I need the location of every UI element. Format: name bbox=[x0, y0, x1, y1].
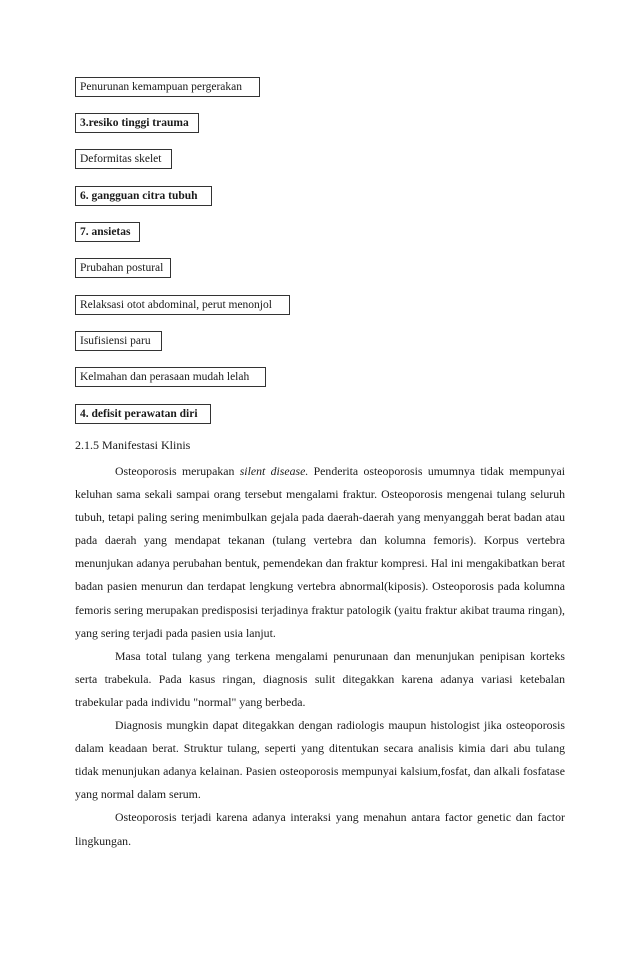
paragraph-2: Masa total tulang yang terkena mengalami penurunaan dan menunjukan penipisan korteks serta trabekula. Pada kasus ringan, diagnosis sulit ditegakkan karena adanya variasi ketebalan trabekular pada individu "normal" yang berbeda. bbox=[75, 648, 565, 709]
box-isufisiensi-paru: Isufisiensi paru bbox=[75, 331, 162, 351]
box-resiko-tinggi-trauma: 3.resiko tinggi trauma bbox=[75, 113, 199, 133]
paragraph-3: Diagnosis mungkin dapat ditegakkan dengan radiologis maupun histologist jika osteoporosis dalam keadaan berat. Struktur tulang, seperti yang ditentukan secara analisis kimia dari abu tulang tidak menunjukan adanya kelainan. Pasien osteoporosis mempunyai kalsium,fosfat, dan alkali fosfatase yang normal dalam serum. bbox=[75, 718, 565, 802]
body-text bbox=[75, 460, 565, 853]
box-penurunan-kemampuan-pergerakan: Penurunan kemampuan pergerakan bbox=[75, 77, 260, 97]
box-deformitas-skelet: Deformitas skelet bbox=[75, 149, 172, 169]
paragraph-1-start: Osteoporosis merupakan bbox=[115, 464, 240, 478]
section-heading: 2.1.5 Manifestasi Klinis bbox=[75, 438, 191, 452]
paragraph-1-rest: Penderita osteoporosis umumnya tidak mempunyai keluhan sama sekali sampai orang tersebut mengalami fraktur. Osteoporosis mengenai tulang seluruh tubuh, tetapi paling sering menimbulkan gejala pada daerah-daerah yang menyanggah berat badan atau pada daerah yang mendapat tekanan (tulang vertebra dan kolumna femoris). Korpus vertebra menunjukan adanya perubahan bentuk, pemendekan dan fraktur kompresi. Hal ini mengakibatkan berat badan pasien menurun dan terdapat lengkung vertebra abnormal(kiposis). Osteoporosis pada kolumna femoris sering merupakan predisposisi terjadinya fraktur patologik (yaitu fraktur akibat trauma ringan), yang sering terjadi pada pasien usia lanjut. bbox=[75, 464, 565, 640]
box-kelmahan-perasaan-lelah: Kelmahan dan perasaan mudah lelah bbox=[75, 367, 266, 387]
box-gangguan-citra-tubuh: 6. gangguan citra tubuh bbox=[75, 186, 212, 206]
box-relaksasi-otot-abdominal: Relaksasi otot abdominal, perut menonjol bbox=[75, 295, 290, 315]
box-prubahan-postural: Prubahan postural bbox=[75, 258, 171, 278]
paragraph-4: Osteoporosis terjadi karena adanya interaksi yang menahun antara factor genetic dan factor lingkungan. bbox=[75, 810, 565, 848]
box-ansietas: 7. ansietas bbox=[75, 222, 140, 242]
silent-disease-term: silent disease. bbox=[239, 464, 309, 478]
box-defisit-perawatan-diri: 4. defisit perawatan diri bbox=[75, 404, 211, 424]
paragraph-1 bbox=[75, 460, 565, 645]
